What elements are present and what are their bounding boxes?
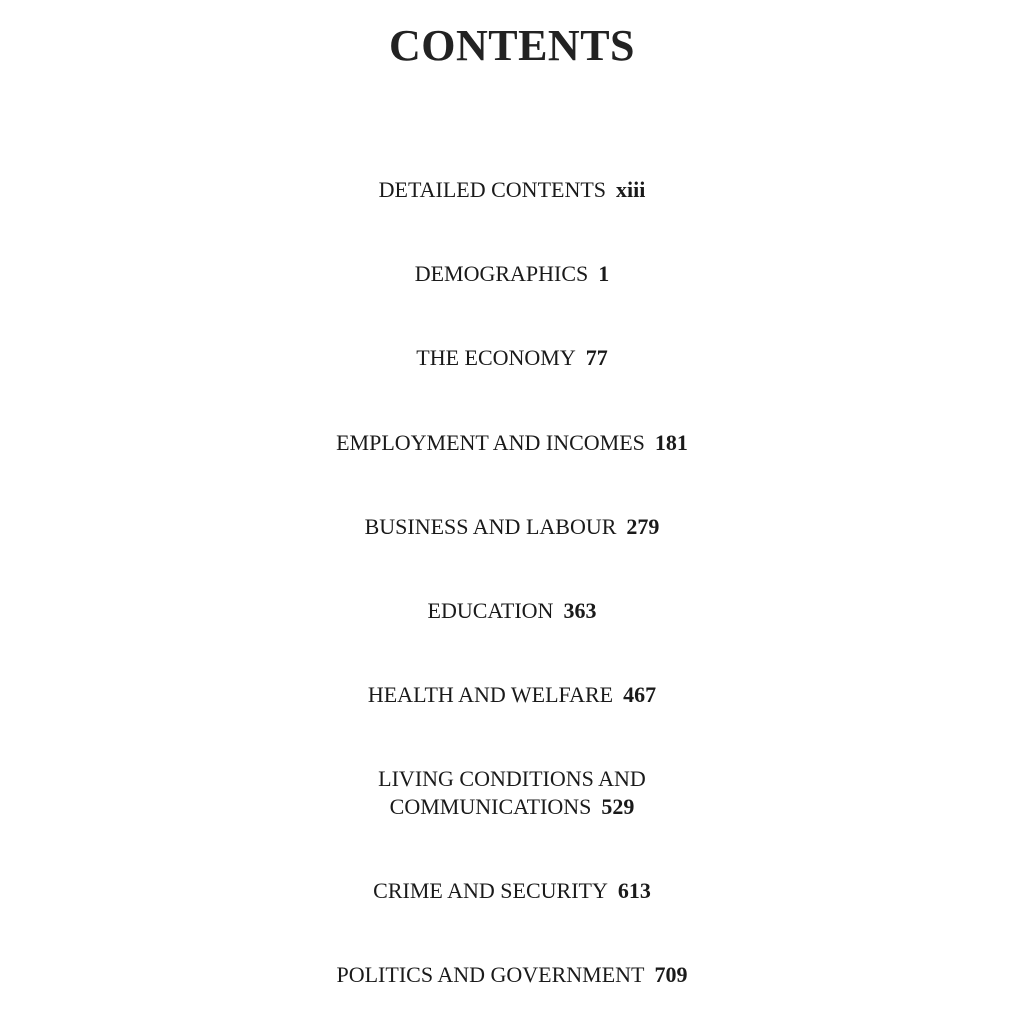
toc-entry-page-number: 279 — [626, 514, 660, 539]
toc-entry-label: CRIME AND SECURITY — [373, 878, 608, 903]
toc-entry-label: EMPLOYMENT AND INCOMES — [336, 430, 645, 455]
toc-entry-label: THE ECONOMY — [416, 345, 576, 370]
toc-entry-label-line-1: LIVING CONDITIONS AND — [378, 766, 646, 791]
toc-entry-detailed-contents[interactable] — [0, 176, 1024, 204]
toc-entry-page-number: 613 — [617, 878, 651, 903]
toc-entry-education[interactable] — [0, 597, 1024, 625]
toc-entry-label: DEMOGRAPHICS — [414, 261, 589, 286]
toc-entry-crime-and-security[interactable] — [0, 877, 1024, 905]
toc-entry-page-number: 529 — [601, 794, 635, 819]
toc-entry-label: EDUCATION — [427, 598, 554, 623]
toc-entry-page-number: 467 — [623, 682, 657, 707]
toc-entry-page-number: 1 — [598, 261, 610, 286]
toc-entry-demographics[interactable] — [0, 260, 1024, 288]
toc-entry-page-number: 709 — [654, 962, 688, 987]
toc-entry-page-number: xiii — [616, 177, 646, 202]
toc-entry-page-number: 181 — [654, 430, 688, 455]
toc-entry-page-number: 363 — [563, 598, 597, 623]
toc-entry-label: POLITICS AND GOVERNMENT — [336, 962, 645, 987]
toc-entry-label: BUSINESS AND LABOUR — [364, 514, 617, 539]
toc-entry-business-and-labour[interactable] — [0, 513, 1024, 541]
page-title: CONTENTS — [388, 21, 636, 70]
toc-entry-employment-and-incomes[interactable] — [0, 429, 1024, 457]
toc-entry-health-and-welfare[interactable] — [0, 681, 1024, 709]
toc-entry-label: DETAILED CONTENTS — [378, 177, 607, 202]
toc-entry-page-number: 77 — [585, 345, 608, 370]
toc-entry-living-conditions-and-communications[interactable] — [0, 765, 1024, 821]
toc-entry-label: HEALTH AND WELFARE — [367, 682, 614, 707]
toc-entry-politics-and-government[interactable] — [0, 961, 1024, 989]
toc-entry-the-economy[interactable] — [0, 344, 1024, 372]
toc-entry-label-line-2: COMMUNICATIONS — [389, 794, 592, 819]
